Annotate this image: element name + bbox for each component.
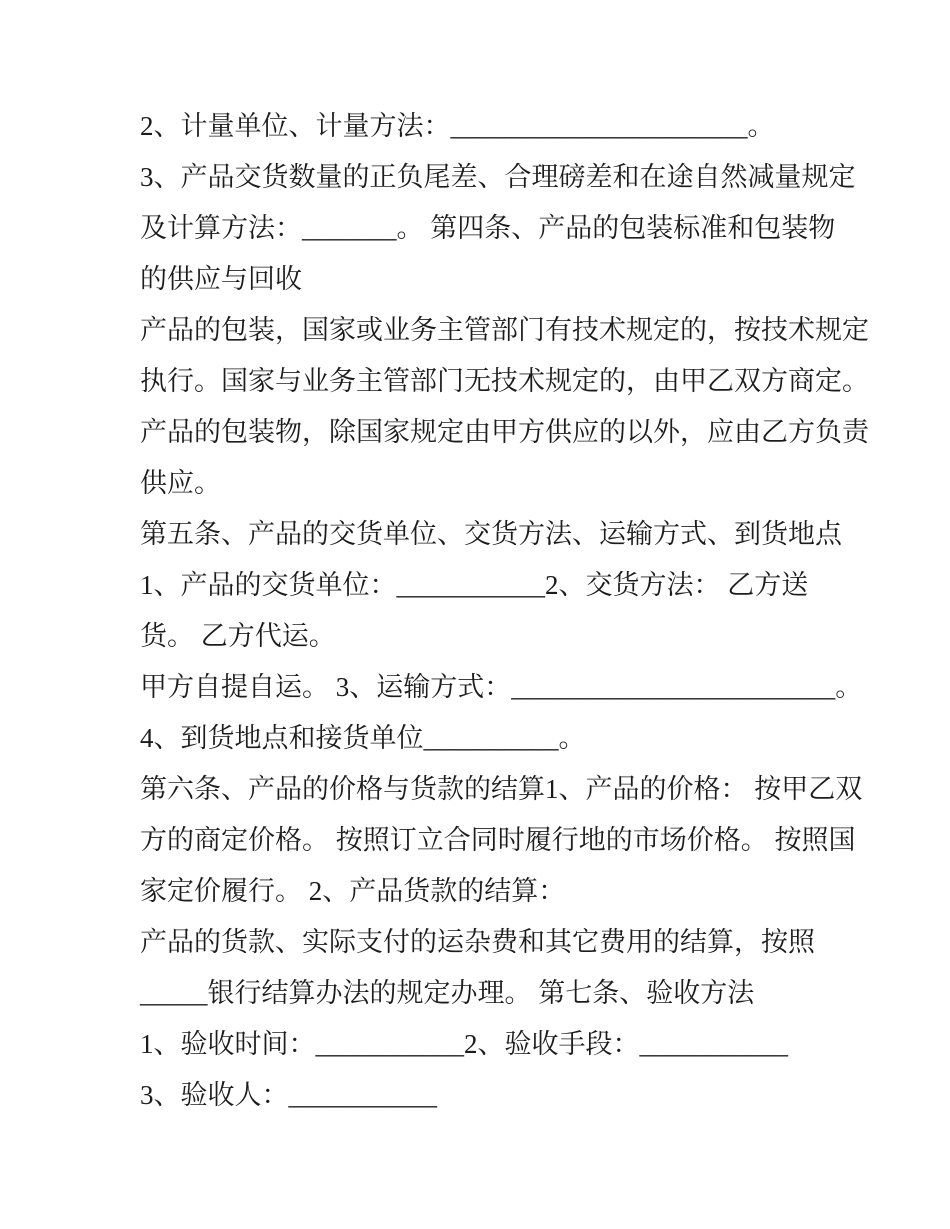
text-line: 2、计量单位、计量方法：______________________。: [140, 111, 775, 141]
text-line: 甲方自提自运。 3、运输方式：________________________。: [140, 672, 863, 702]
text-line: 第五条、产品的交货单位、交货方法、运输方式、到货地点: [140, 519, 842, 549]
text-line: 及计算方法：_______。 第四条、产品的包装标准和包装物: [140, 213, 836, 243]
text-line: 方的商定价格。 按照订立合同时履行地的市场价格。 按照国: [140, 825, 856, 855]
text-line: 供应。: [140, 468, 221, 498]
text-line: 3、产品交货数量的正负尾差、合理磅差和在途自然减量规定: [140, 162, 856, 192]
text-line: 货。 乙方代运。: [140, 621, 336, 651]
text-line: 4、到货地点和接货单位__________。: [140, 723, 586, 753]
text-line: 产品的货款、实际支付的运杂费和其它费用的结算，按照: [140, 927, 815, 957]
text-line: 的供应与回收: [140, 264, 302, 294]
text-line: 1、验收时间：___________2、验收手段：___________: [140, 1029, 788, 1059]
text-line: _____银行结算办法的规定办理。 第七条、验收方法: [140, 978, 755, 1008]
text-line: 3、验收人：___________: [140, 1080, 437, 1110]
text-line: 第六条、产品的价格与货款的结算1、产品的价格： 按甲乙双: [140, 774, 863, 804]
text-line: 产品的包装物，除国家规定由甲方供应的以外，应由乙方负责: [140, 417, 869, 447]
text-line: 家定价履行。 2、产品货款的结算：: [140, 876, 566, 906]
text-line: 执行。国家与业务主管部门无技术规定的，由甲乙双方商定。: [140, 366, 869, 396]
text-line: 1、产品的交货单位：___________2、交货方法： 乙方送: [140, 570, 809, 600]
contract-body: [140, 101, 869, 1121]
text-line: 产品的包装，国家或业务主管部门有技术规定的，按技术规定: [140, 315, 869, 345]
